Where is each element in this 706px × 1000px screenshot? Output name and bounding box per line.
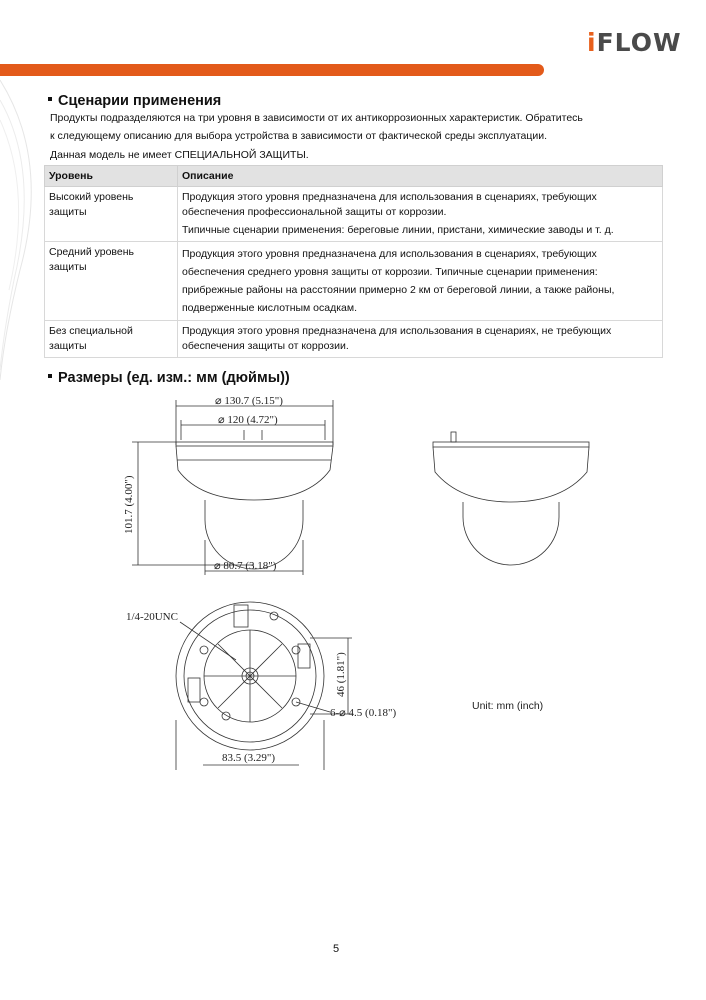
protection-levels-table bbox=[44, 165, 663, 358]
dim-46: 46 (1.81") bbox=[335, 652, 347, 697]
dim-inner-diameter: ⌀ 120 (4.72") bbox=[218, 414, 278, 426]
header-accent-bar bbox=[0, 64, 544, 76]
table-row bbox=[45, 242, 663, 321]
column-header-level: Уровень bbox=[45, 166, 178, 187]
holes-label: 6-⌀ 4.5 (0.18") bbox=[330, 707, 397, 719]
intro-paragraph-3: Данная модель не имеет СПЕЦИАЛЬНОЙ ЗАЩИТЫ. bbox=[50, 149, 309, 161]
unit-label: Unit: mm (inch) bbox=[472, 700, 544, 712]
section-title-scenarios: Сценарии применения bbox=[48, 93, 221, 109]
column-header-description: Описание bbox=[178, 166, 663, 187]
dim-dome-diameter: ⌀ 80.7 (3.18") bbox=[214, 560, 277, 572]
table-row bbox=[45, 187, 663, 242]
dimension-drawing bbox=[0, 385, 706, 785]
front-view bbox=[132, 400, 333, 575]
thread-label: 1/4-20UNC bbox=[126, 611, 178, 623]
table-header-row bbox=[45, 166, 663, 187]
intro-paragraph-2: к следующему описанию для выбора устройства в зависимости от фактической среды эксплуатации. bbox=[50, 130, 548, 142]
level-cell: Без специальной защиты bbox=[45, 321, 178, 358]
intro-paragraph-1: Продукты подразделяются на три уровня в зависимости от их антикоррозионных характеристик. Обратитесь bbox=[50, 112, 583, 124]
description-cell: Продукция этого уровня предназначена для использования в сценариях, требующих обеспечения профессиональной защиты от коррозии. Типичные сценарии применения: береговые линии, пристани, химические заводы и т. д. bbox=[178, 187, 663, 242]
description-cell: Продукция этого уровня предназначена для использования в сценариях, требующих обеспечения среднего уровня защиты от коррозии. Типичные сценарии применения: прибрежные районы на расстоянии примерно 2 км от береговой линии, а также районы, подверженные кислотным осадкам. bbox=[178, 242, 663, 321]
bottom-view bbox=[176, 602, 352, 770]
dim-base: 83.5 (3.29") bbox=[222, 752, 276, 764]
page-number: 5 bbox=[333, 943, 340, 955]
dim-height: 101.7 (4.00") bbox=[123, 475, 135, 534]
level-cell: Средний уровень защиты bbox=[45, 242, 178, 321]
level-cell: Высокий уровень защиты bbox=[45, 187, 178, 242]
description-cell: Продукция этого уровня предназначена для использования в сценариях, не требующих обеспечения защиты от коррозии. bbox=[178, 321, 663, 358]
section-title-dimensions: Размеры (ед. изм.: мм (дюймы)) bbox=[48, 370, 290, 386]
table-row bbox=[45, 321, 663, 358]
side-view bbox=[433, 432, 589, 565]
dim-outer-diameter: ⌀ 130.7 (5.15") bbox=[215, 395, 283, 407]
brand-logo: iFLOW bbox=[587, 28, 682, 57]
